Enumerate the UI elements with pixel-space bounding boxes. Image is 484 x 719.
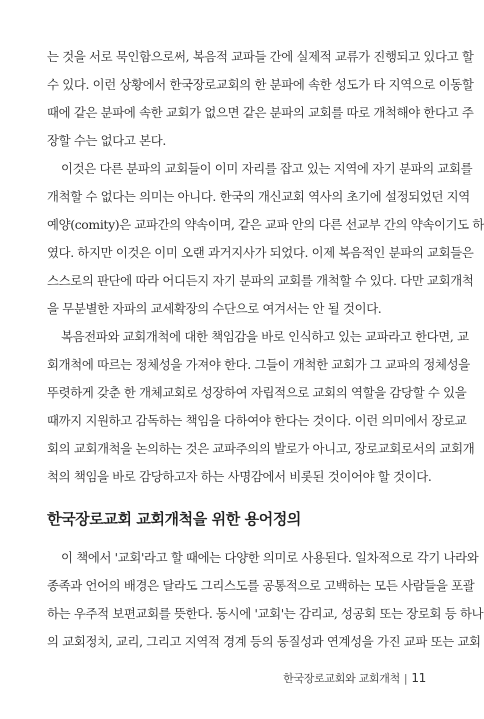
footer-separator: | (403, 672, 408, 685)
body-text-line: 을 무분별한 자파의 교세확장의 수단으로 여겨서는 안 될 것이다. (47, 301, 382, 316)
body-text-line: 회의 교회개척을 논의하는 것은 교파주의의 발로가 아니고, 장로교회로서의 교회개 (47, 441, 475, 456)
body-text-line: 장할 수는 없다고 본다. (47, 133, 166, 148)
body-text-line: 의 교회정치, 교리, 그리고 지역적 경계 등의 동질성과 연계성을 가진 교파 또는 교회 (47, 634, 481, 649)
body-text-line: 개척할 수 없다는 의미는 아니다. 한국의 개신교회 역사의 초기에 설정되었던 지역 (47, 189, 470, 204)
body-text-line: 이 책에서 '교회'라고 할 때에는 다양한 의미로 사용된다. 일차적으로 각기 나라와 (61, 550, 479, 565)
body-text-line: 하는 우주적 보편교회를 뜻한다. 동시에 '교회'는 감리교, 성공회 또는 장로회 등 하나 (47, 606, 484, 621)
body-text-line: 이것은 다른 분파의 교회들이 이미 자리를 잡고 있는 지역에 자기 분파의 교회를 (61, 161, 473, 176)
body-text-line: 회개척에 따르는 정체성을 가져야 한다. 그들이 개척한 교회가 그 교파의 정체성을 (47, 357, 470, 372)
page-number: 11 (411, 671, 426, 685)
body-text-line: 척의 책임을 바로 감당하고자 하는 사명감에서 비롯된 것이어야 할 것이다. (47, 469, 432, 484)
running-title: 한국장로교회와 교회개척 (283, 672, 400, 685)
body-text-line: 뚜렷하게 갖춘 한 개체교회로 성장하여 자립적으로 교회의 역할을 감당할 수 있을 (47, 385, 467, 400)
page-footer (283, 670, 426, 686)
body-text-line: 스스로의 판단에 따라 어디든지 자기 분파의 교회를 개척할 수 있다. 다만 교회개척 (47, 273, 474, 288)
body-text-line: 는 것을 서로 묵인함으로써, 복음적 교파들 간에 실제적 교류가 진행되고 있다고 할 (47, 49, 474, 64)
body-text-line: 때에 같은 분파에 속한 교회가 없으면 같은 분파의 교회를 따로 개척해야 한다고 주 (47, 105, 474, 120)
body-text-line: 예양(comity)은 교파간의 약속이며, 같은 교파 안의 다른 선교부 간의 약속이기도 하 (47, 217, 484, 232)
body-text-line: 였다. 하지만 이것은 이미 오랜 과거지사가 되었다. 이제 복음적인 분파의 교회들은 (47, 245, 474, 260)
body-text-line: 종족과 언어의 배경은 달라도 그리스도를 공통적으로 고백하는 모든 사람들을 포괄 (47, 578, 475, 593)
body-text-line: 때까지 지원하고 감독하는 책임을 다하여야 한다는 것이다. 이런 의미에서 장로교 (47, 413, 467, 428)
body-text-line: 수 있다. 이런 상황에서 한국장로교회의 한 분파에 속한 성도가 타 지역으로 이동할 (47, 77, 474, 92)
section-heading: 한국장로교회 교회개척을 위한 용어정의 (47, 510, 301, 528)
body-text-line: 복음전파와 교회개척에 대한 책임감을 바로 인식하고 있는 교파라고 한다면, 교 (61, 329, 469, 344)
